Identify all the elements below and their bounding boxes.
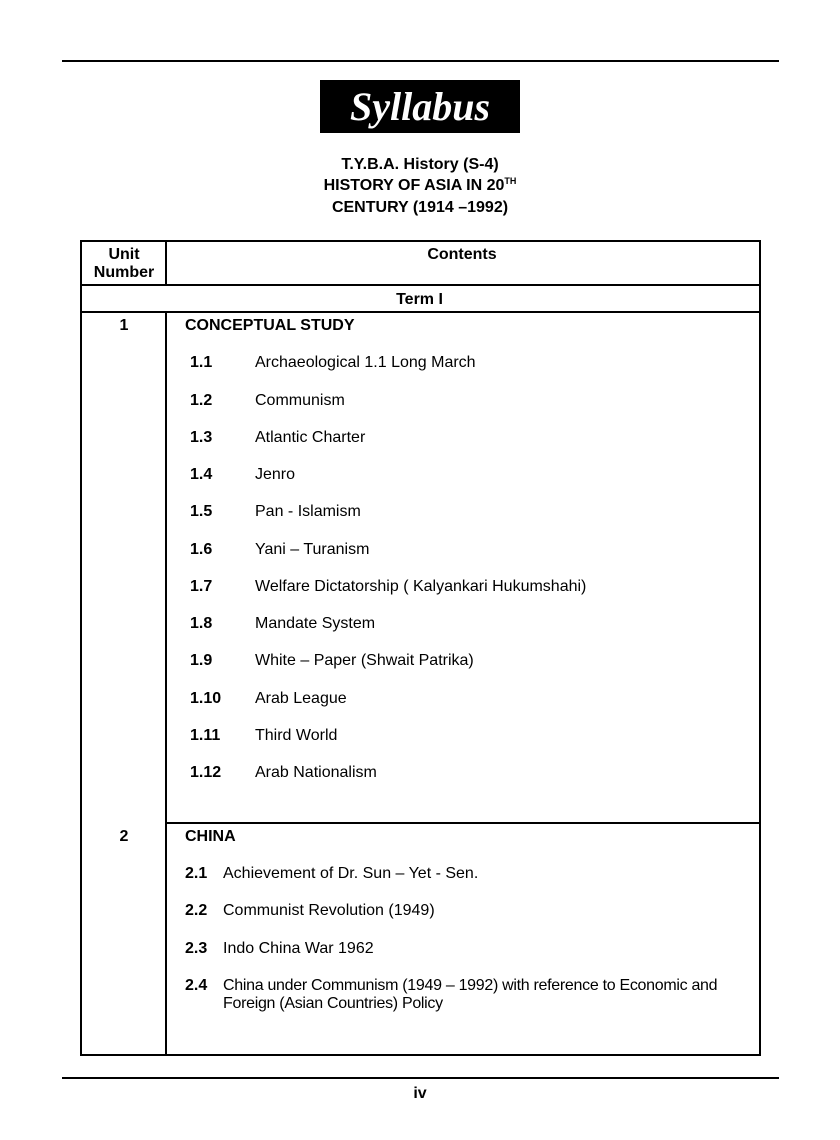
item-number: 2.4: [185, 977, 208, 994]
item-number: 1.11: [190, 727, 221, 744]
item-number: 2.3: [185, 940, 208, 957]
item-number: 2.2: [185, 902, 208, 919]
item-text: Indo China War 1962: [223, 940, 374, 957]
item-text: Pan - Islamism: [255, 503, 361, 520]
course-title-superscript: TH: [504, 176, 517, 186]
item-text: Achievement of Dr. Sun – Yet - Sen.: [223, 865, 479, 882]
course-code: T.Y.B.A. History (S-4): [341, 156, 499, 173]
term-divider: [80, 311, 759, 313]
item-number: 1.12: [190, 764, 222, 781]
item-number: 1.5: [190, 503, 213, 520]
item-text: Welfare Dictatorship ( Kalyankari Hukumshahi): [255, 578, 587, 595]
header-divider: [80, 284, 759, 286]
item-text: Communist Revolution (1949): [223, 902, 435, 919]
course-title-text: HISTORY OF ASIA IN 20: [323, 177, 505, 194]
item-number: 2.1: [185, 865, 208, 882]
course-title: [0, 175, 840, 196]
item-text: Third World: [255, 727, 338, 744]
item-number: 1.4: [190, 466, 213, 483]
course-period: CENTURY (1914 –1992): [331, 199, 509, 216]
top-rule: [62, 60, 779, 62]
item-text: White – Paper (Shwait Patrika): [255, 652, 474, 669]
column-divider: [165, 311, 167, 1054]
item-number: 1.9: [190, 652, 213, 669]
item-text: Jenro: [255, 466, 296, 483]
unit-header-line2: Number: [93, 264, 155, 281]
item-number: 1.6: [190, 541, 213, 558]
unit-title-1: CONCEPTUAL STUDY: [185, 317, 355, 334]
item-number: 1.1: [190, 354, 213, 371]
item-text: Arab League: [255, 690, 347, 707]
item-text: Atlantic Charter: [255, 429, 366, 446]
unit-divider: [166, 822, 759, 824]
unit-number-2: 2: [119, 828, 129, 845]
unit-title-2: CHINA: [185, 828, 236, 845]
item-text: Archaeological 1.1 Long March: [255, 354, 476, 371]
item-number: 1.3: [190, 429, 213, 446]
unit-number-1: 1: [119, 317, 129, 334]
item-number: 1.8: [190, 615, 213, 632]
page-number: iv: [413, 1085, 427, 1102]
item-text: Mandate System: [255, 615, 376, 632]
unit-header-line1: Unit: [108, 246, 140, 263]
item-text: Yani – Turanism: [255, 541, 370, 558]
item-number: 1.10: [190, 690, 222, 707]
item-text: Arab Nationalism: [255, 764, 377, 781]
item-text: Communism: [255, 392, 345, 409]
bottom-rule: [62, 1077, 779, 1079]
item-text: China under Communism (1949 – 1992) with reference to Economic and Foreign (Asian Countries) Policy: [223, 977, 718, 1012]
contents-header: Contents: [427, 246, 497, 263]
syllabus-banner: Syllabus: [320, 80, 520, 133]
term-label: Term I: [396, 291, 443, 308]
item-number: 1.2: [190, 392, 213, 409]
item-number: 1.7: [190, 578, 213, 595]
unit-number-header: [82, 246, 166, 282]
